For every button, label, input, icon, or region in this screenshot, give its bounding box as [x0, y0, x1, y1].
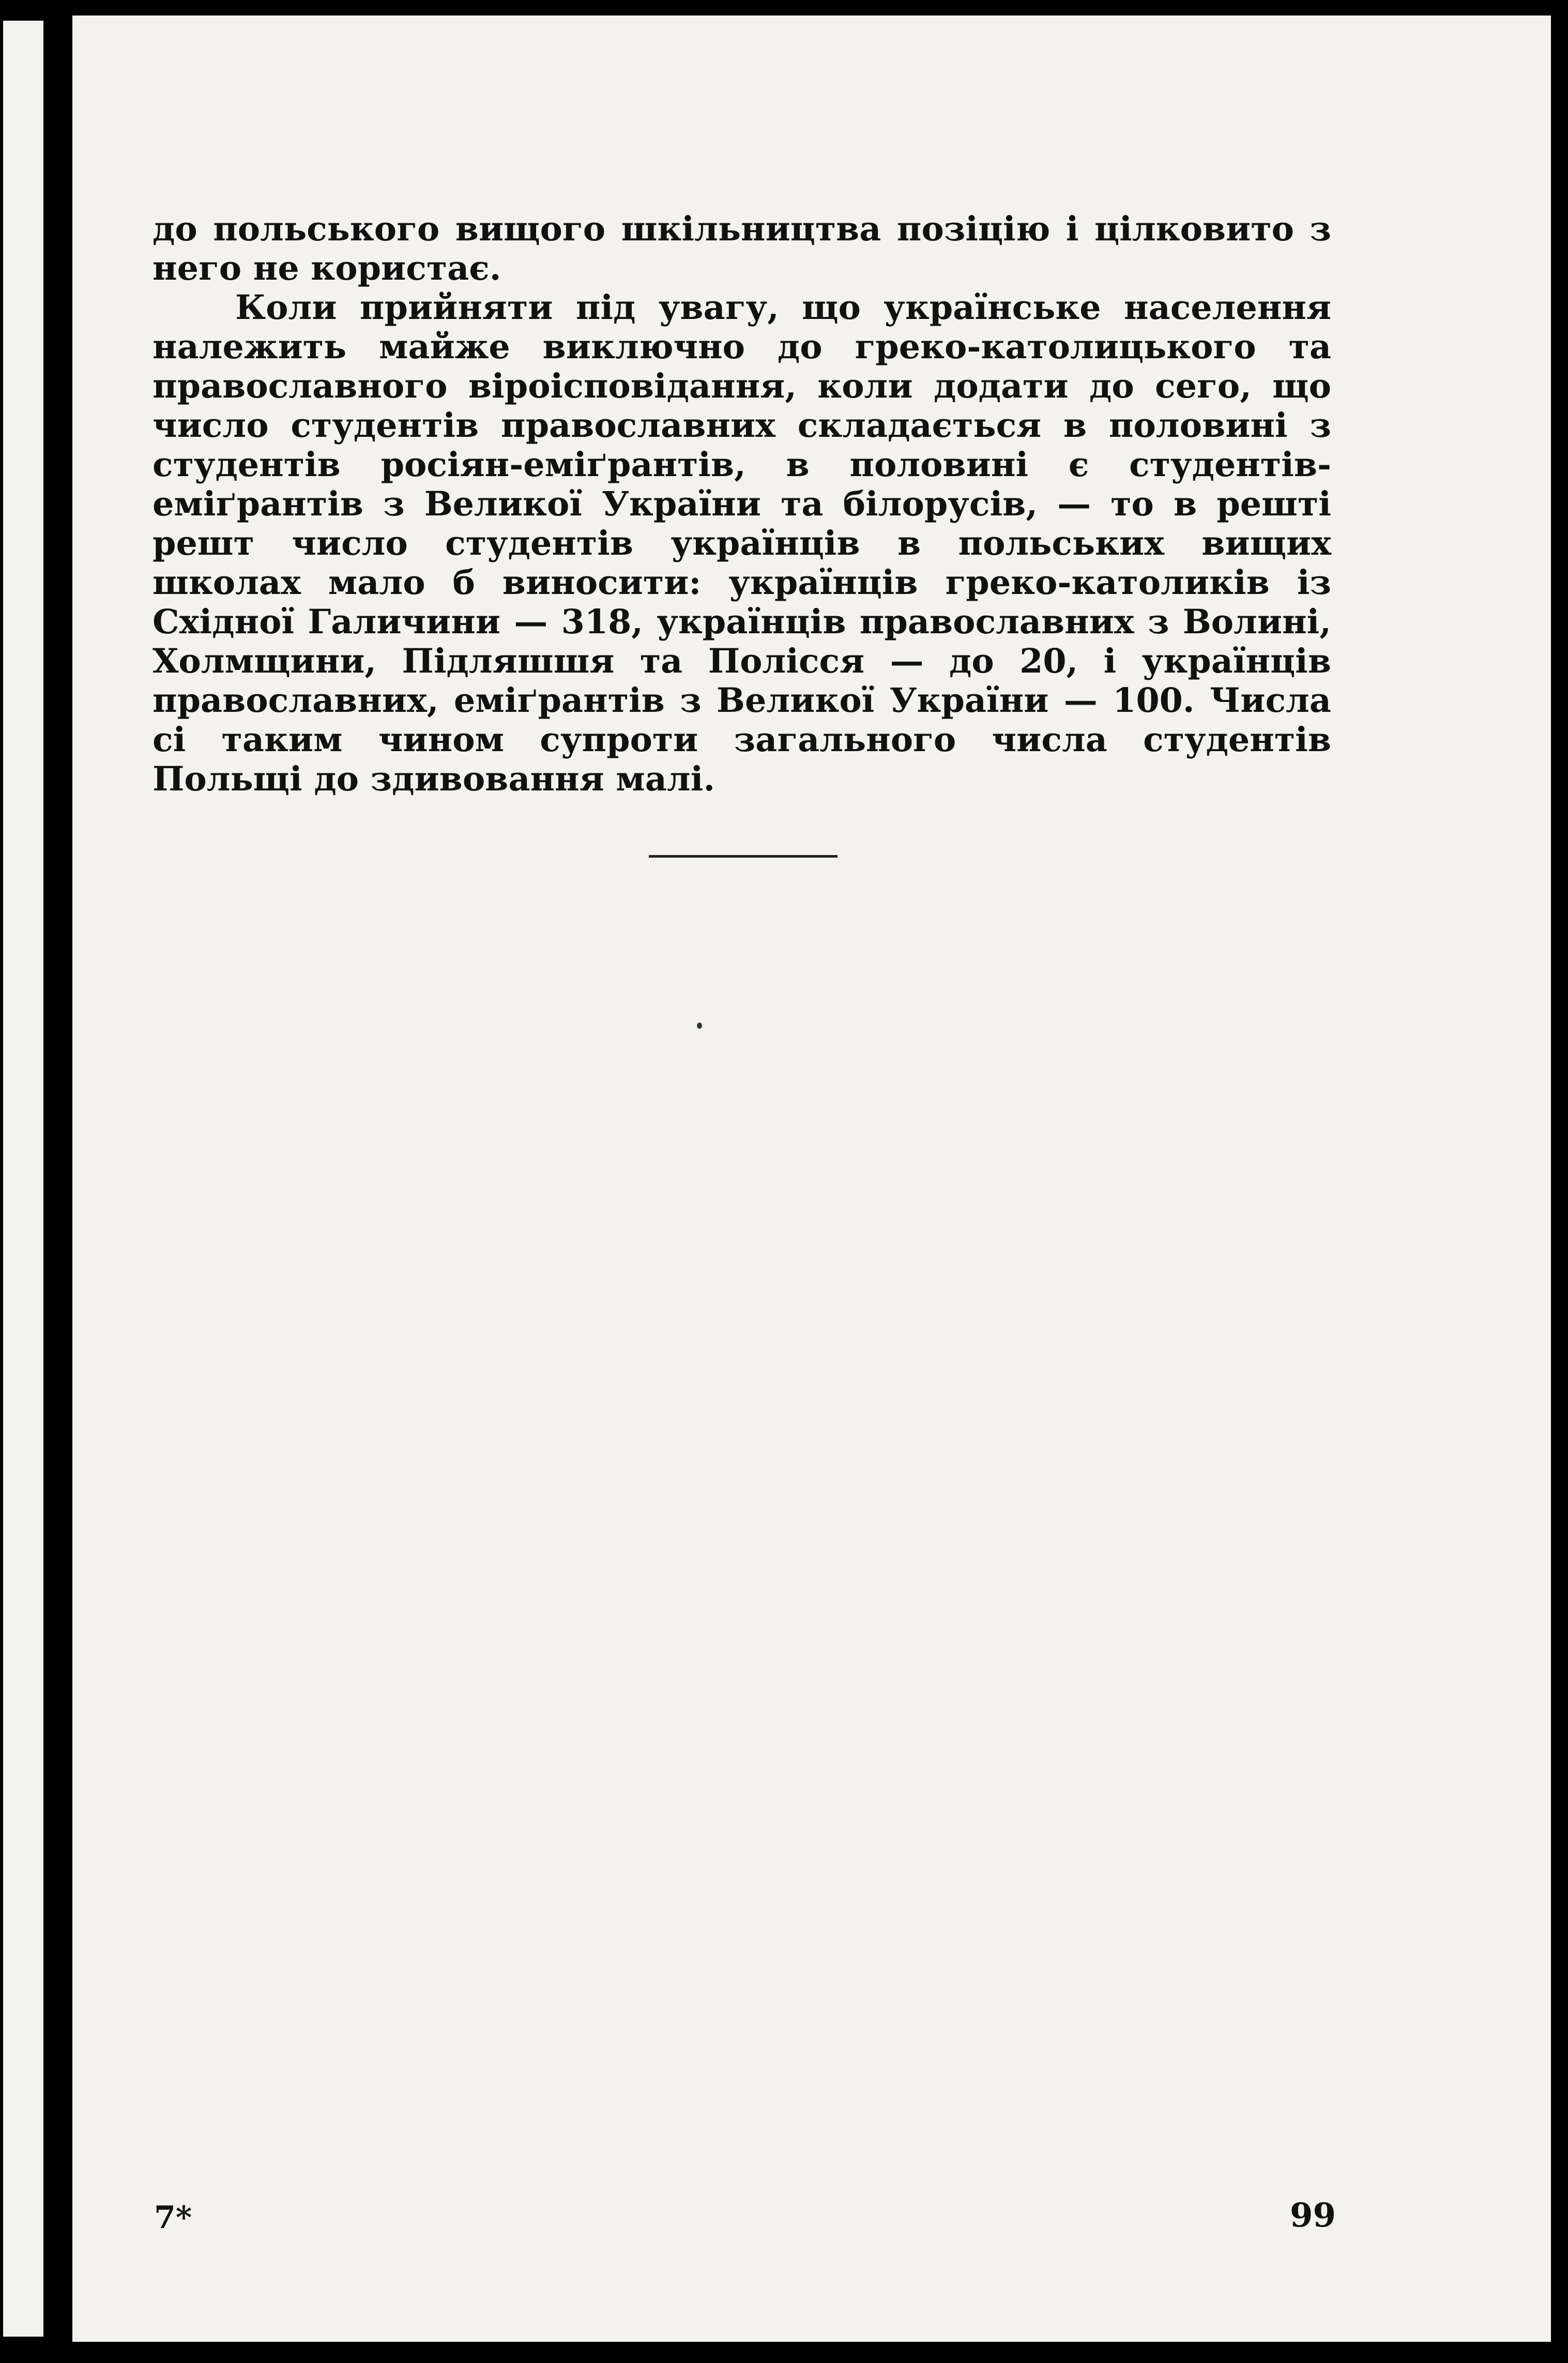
page-number: 99 [1290, 2196, 1336, 2235]
section-divider [649, 855, 838, 858]
adjacent-page-sliver [3, 21, 43, 2337]
paragraph-main: Коли прийняти під увагу, що українське населення належить майже виключно до греко-католицького та православного віроісповідання, коли додати до сего, що число студентів православних складається в половині з студентів росіян-еміґрантів, в половині є студентів-еміґрантів з Великої України та білорусів, — то в решті решт число студентів українців в польських вищих школах мало б виносити: українців греко-католиків із Східної Галичини — 318, українців православних з Волині, Холмщини, Підляшшя та Полісся — до 20, і українців православних, еміґрантів з Великої України — 100. Числа сі таким чином супроти загального числа студентів Польщі до здивовання малі. [153, 288, 1331, 799]
print-speck [697, 1023, 702, 1029]
signature-mark: 7* [154, 2200, 192, 2236]
paragraph-continuation: до польського вищого шкільництва позіцію і цілковито з него не користає. [153, 209, 1331, 288]
body-text [153, 209, 1331, 799]
